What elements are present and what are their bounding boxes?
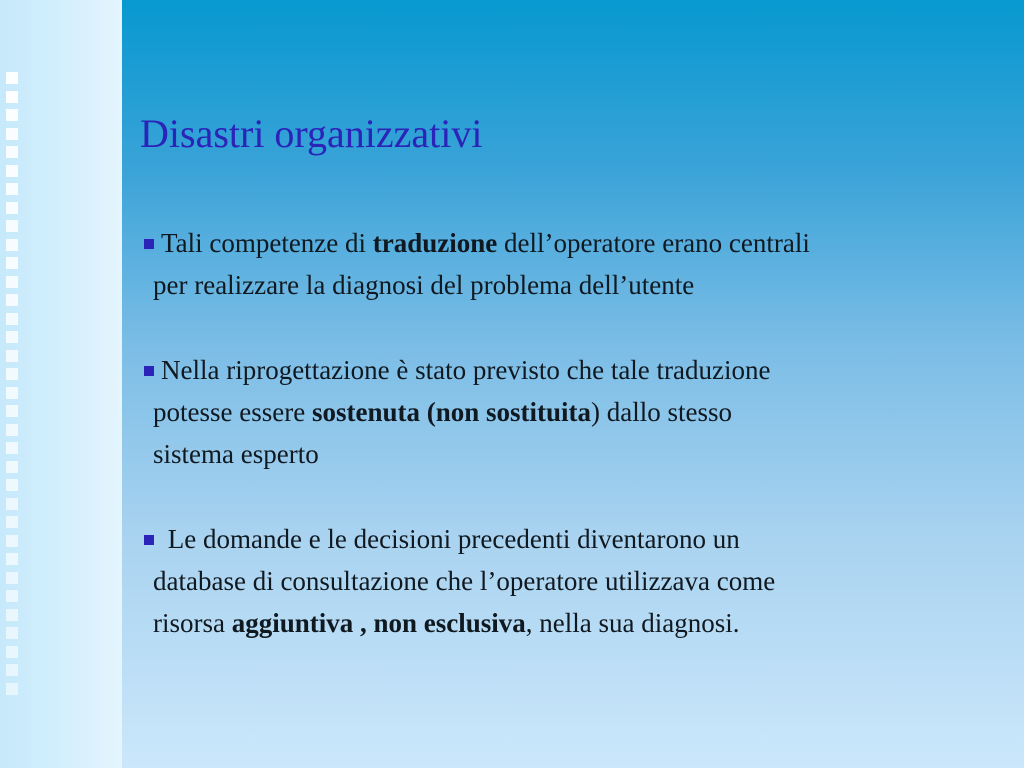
decorative-square: [6, 387, 18, 399]
decorative-square: [6, 516, 18, 528]
decorative-square: [6, 553, 18, 565]
bullet-line: [153, 433, 1000, 475]
emphasis-text: aggiuntiva , non esclusiva: [231, 608, 526, 638]
decorative-square: [6, 239, 18, 251]
bullet-text: potesse essere: [153, 397, 312, 427]
bullet-square-icon: [144, 366, 154, 376]
decorative-square: [6, 498, 18, 510]
decorative-square: [6, 128, 18, 140]
bullet-square-icon: [144, 239, 154, 249]
bullet-line: [153, 222, 1000, 264]
bullet-square-icon: [144, 535, 154, 545]
decorative-square: [6, 165, 18, 177]
bullet-line: [153, 264, 1000, 306]
decorative-square: [6, 405, 18, 417]
bullet-text: Le domande e le decisioni precedenti diventarono un: [161, 524, 740, 554]
decorative-square: [6, 535, 18, 547]
bullet-line: [153, 602, 1000, 644]
bullet-text: , nella sua diagnosi.: [525, 608, 740, 638]
decorative-square: [6, 91, 18, 103]
decorative-square: [6, 146, 18, 158]
bullet-text: Nella riprogettazione è stato previsto che tale traduzione: [161, 355, 771, 385]
decorative-square: [6, 294, 18, 306]
decorative-square: [6, 72, 18, 84]
decorative-square: [6, 202, 18, 214]
bullet-text: risorsa: [153, 608, 232, 638]
emphasis-text: traduzione: [372, 228, 498, 258]
bullet-line: [153, 349, 1000, 391]
decorative-square: [6, 609, 18, 621]
decorative-square: [6, 257, 18, 269]
decorative-square: [6, 424, 18, 436]
bullet-list: [140, 222, 1000, 644]
bullet-item: [140, 349, 1000, 475]
bullet-item: [140, 222, 1000, 306]
decorative-square: [6, 442, 18, 454]
bullet-line: [153, 560, 1000, 602]
bullet-text: dell’operatore erano centrali: [497, 228, 810, 258]
decorative-square-column: [6, 0, 28, 768]
decorative-square: [6, 683, 18, 695]
bullet-text: ) dallo stesso: [591, 397, 732, 427]
left-decorative-strip: [0, 0, 122, 768]
decorative-square: [6, 313, 18, 325]
slide-title: Disastri organizzativi: [140, 111, 483, 156]
bullet-item: [140, 518, 1000, 644]
decorative-square: [6, 220, 18, 232]
bullet-text: per realizzare la diagnosi del problema dell’utente: [153, 270, 695, 300]
decorative-square: [6, 627, 18, 639]
decorative-square: [6, 368, 18, 380]
decorative-square: [6, 331, 18, 343]
decorative-square: [6, 276, 18, 288]
decorative-square: [6, 461, 18, 473]
decorative-square: [6, 183, 18, 195]
decorative-square: [6, 109, 18, 121]
bullet-line: [153, 391, 1000, 433]
bullet-line: [153, 518, 1000, 560]
decorative-square: [6, 350, 18, 362]
bullet-text: sistema esperto: [153, 439, 319, 469]
decorative-square: [6, 590, 18, 602]
bullet-text: database di consultazione che l’operatore utilizzava come: [153, 566, 776, 596]
bullet-text: Tali competenze di: [161, 228, 373, 258]
decorative-square: [6, 572, 18, 584]
decorative-square: [6, 479, 18, 491]
decorative-square: [6, 664, 18, 676]
decorative-square: [6, 646, 18, 658]
emphasis-text: sostenuta (non sostituita: [311, 397, 591, 427]
